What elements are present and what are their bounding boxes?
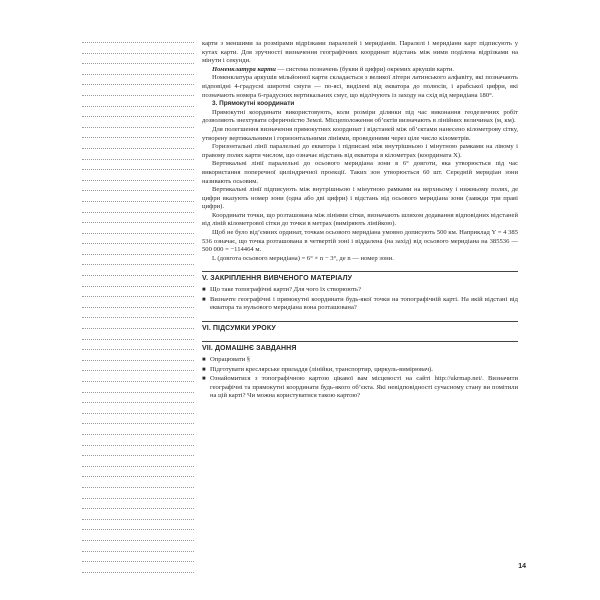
- paragraph: Номенклатура аркушів мільйонної карти складається з великої літери латинського алфавіту, які позначають відповідні 4-градусні широтні смуги — по-ясі, виділені від екватора до полюсів, і арабської цифри, які позначають номера 6-градусних вертикальних смуг, що відлічують із заходу на схід від меридіана 180°.: [202, 74, 518, 99]
- margin-note-line: [82, 455, 194, 456]
- definition: — система позначень (букви й цифри) окремих аркушів карти.: [275, 65, 455, 73]
- paragraph: Прямокутні координати використовують, коли розміри ділянки під час виконання геодезичних робіт дозволяють знехтувати сферичністю Землі. Місцеположення об’єктів визначають в лінійних величинах (м, км).: [202, 108, 518, 125]
- margin-note-line: [82, 561, 194, 562]
- margin-note-line: [82, 233, 194, 234]
- margin-note-line: [82, 360, 194, 361]
- formula: L (довгота осьового меридіана) = 6° × n − 3°, де n — номер зони.: [212, 254, 394, 262]
- paragraph: Для полегшення визначення прямокутних координат і відстаней між об’єктами нанесено кілометрову сітку, утворену вертикальними і горизонтальними лініями, проведеними через ціле число кілометрів.: [202, 125, 518, 142]
- margin-note-line: [82, 445, 194, 446]
- term: Номенклатура карти: [212, 65, 276, 73]
- margin-note-line: [82, 328, 194, 329]
- homework-list: [202, 356, 518, 401]
- margin-note-line: [82, 63, 194, 64]
- notes-margin: [82, 40, 194, 582]
- margin-note-line: [82, 148, 194, 149]
- section-6: [202, 321, 518, 334]
- margin-note-line: [82, 572, 194, 573]
- margin-note-line: [82, 519, 194, 520]
- margin-note-line: [82, 95, 194, 96]
- section-title: VII. ДОМАШНЄ ЗАВДАННЯ: [202, 345, 297, 353]
- margin-note-line: [82, 243, 194, 244]
- margin-note-line: [82, 508, 194, 509]
- document-page: [72, 28, 530, 576]
- sub-heading: 3. Прямокутні координати: [212, 100, 295, 108]
- list-item: ■ Опрацювати §: [202, 356, 251, 363]
- paragraph: Щоб не було від’ємних ординат, точкам осьового меридіана умовно дописують 500 км. Наприклад Y = 4 385 536 означає, що точка розташована в четвертій зоні і віддалена (на захід) від осьового меридіана на 385536 — 500 000 = −114464 м.: [202, 229, 518, 254]
- margin-note-line: [82, 212, 194, 213]
- margin-note-line: [82, 317, 194, 318]
- margin-note-line: [82, 180, 194, 181]
- paragraph: [202, 66, 518, 75]
- paragraph: Координати точки, що розташована між лініями сітки, визначають шляхом додавання відповідних відстаней від ліній кілометрової сітки до точки в метрах (виміряють лінійкою).: [202, 211, 518, 228]
- margin-note-line: [82, 254, 194, 255]
- margin-note-line: [82, 551, 194, 552]
- section-title: V. ЗАКРІПЛЕННЯ ВИВЧЕНОГО МАТЕРІАЛУ: [202, 275, 353, 283]
- margin-note-line: [82, 423, 194, 424]
- margin-note-line: [82, 529, 194, 530]
- margin-note-line: [82, 476, 194, 477]
- paragraph: Вертикальні лінії підписують між внутрішньою і мінутною рамками на верхньому і нижньому полях, де цифри вказують номер зони (одна або дві цифри) і відстань від осьового меридіана зони (завжди три праві цифри).: [202, 186, 518, 211]
- bullet-icon: ■: [202, 296, 206, 303]
- margin-note-line: [82, 392, 194, 393]
- section-5: [202, 271, 518, 312]
- margin-note-line: [82, 201, 194, 202]
- margin-note-line: [82, 349, 194, 350]
- margin-note-line: [82, 190, 194, 191]
- paragraph: Вертикальні лінії паралельні до осьового меридіана зони в 6° довготи, яка утворюється під час використання поперечної циліндричної проекції. Таких зон утворюється 60 шт. Середній меридіан зони називають осьовим.: [202, 160, 518, 185]
- margin-note-line: [82, 381, 194, 382]
- margin-note-line: [82, 84, 194, 85]
- margin-note-line: [82, 106, 194, 107]
- margin-note-line: [82, 487, 194, 488]
- margin-note-line: [82, 339, 194, 340]
- margin-note-line: [82, 540, 194, 541]
- margin-note-line: [82, 137, 194, 138]
- margin-note-line: [82, 42, 194, 43]
- margin-note-line: [82, 159, 194, 160]
- list-item: ■ Ознайомитися з топографічною картою цікавої вам місцевості на сайті http://ukrmap.net/. Визначити географічні та прямокутні координати будь-якого об’єкта. Які невідповідності сучасному стану ви помітили на цій карті? Чи можна користуватися такою картою?: [202, 375, 518, 400]
- margin-note-line: [82, 402, 194, 403]
- margin-note-line: [82, 264, 194, 265]
- list-item: ■ Визначте географічні і прямокутні координати будь-якої точки на топографічній карті. На якій відстані від екватора та нульового меридіана вона розташована?: [202, 295, 518, 312]
- page-number: 14: [518, 563, 526, 570]
- paragraph: Горизонтальні лінії паралельні до екватора і підписані між внутрішньою і мінутною рамками на лівому і правому полях карти числом, що означає відстань від екватора в кілометрах (координата X).: [202, 143, 518, 159]
- margin-note-line: [82, 413, 194, 414]
- margin-note-line: [82, 498, 194, 499]
- margin-note-line: [82, 307, 194, 308]
- paragraph: карти з меншими за розмірами відрізками паралелей і меридіанів. Паралелі і меридіани карт підписують у кутах карти. Для зручності визначення географічних координат відстань між ними поділена відрізками на мінути і секунди.: [202, 40, 518, 65]
- list-item: ■ Що таке топографічні карти? Для чого їх створюють?: [202, 286, 361, 294]
- bullet-icon: ■: [202, 287, 206, 294]
- section-7: [202, 341, 518, 401]
- margin-note-line: [82, 53, 194, 54]
- margin-note-line: [82, 116, 194, 117]
- list-item: ■ Підготувати креслярське приладдя (лінійки, транспортир, циркуль-вимірювач).: [202, 365, 433, 373]
- bullet-icon: ■: [202, 357, 206, 363]
- margin-note-line: [82, 434, 194, 435]
- bullet-icon: ■: [202, 376, 206, 383]
- margin-note-line: [82, 74, 194, 75]
- margin-note-line: [82, 370, 194, 371]
- margin-note-line: [82, 286, 194, 287]
- margin-note-line: [82, 296, 194, 297]
- section-title: VI. ПІДСУМКИ УРОКУ: [202, 324, 276, 332]
- margin-note-line: [82, 275, 194, 276]
- margin-note-line: [82, 169, 194, 170]
- bullet-icon: ■: [202, 366, 206, 373]
- margin-note-line: [82, 222, 194, 223]
- main-text: [202, 40, 518, 402]
- question-list: [202, 286, 518, 313]
- margin-note-line: [82, 127, 194, 128]
- margin-note-line: [82, 466, 194, 467]
